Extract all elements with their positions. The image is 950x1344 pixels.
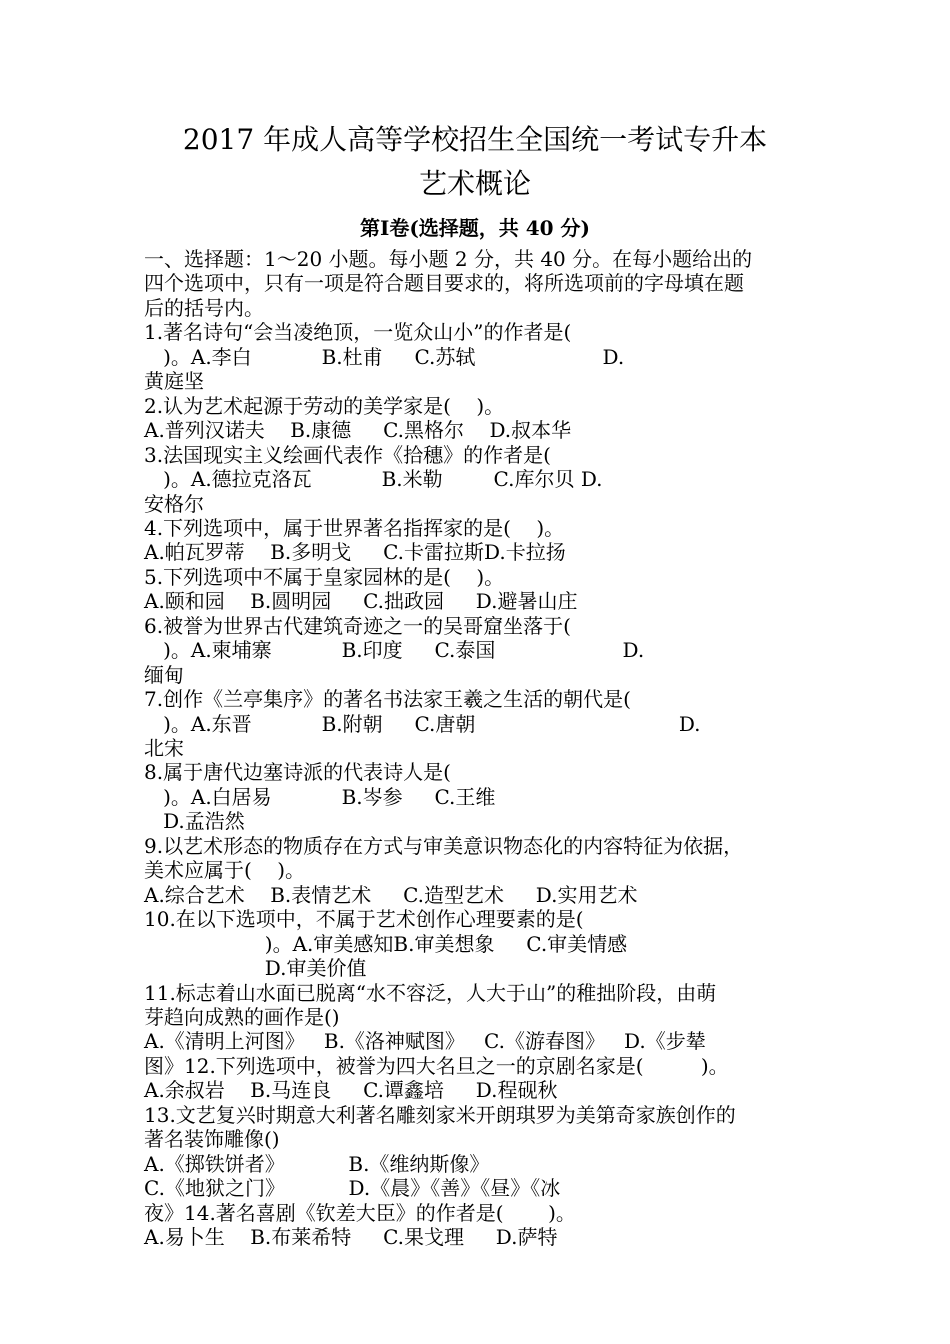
text-line: 图》12.下列选项中，被誉为四大名旦之一的京剧名家是( )。 (144, 1053, 729, 1078)
text-line: 后的括号内。 (144, 295, 264, 320)
text-line: 2.认为艺术起源于劳动的美学家是( )。 (144, 393, 505, 418)
text-line: A.综合艺术 B.表情艺术 C.造型艺术 D.实用艺术 (144, 882, 638, 907)
text-line: 3.法国现实主义绘画代表作《拾穗》的作者是( (144, 442, 551, 467)
text-line: 北宋 (144, 736, 184, 760)
text-line: 黄庭坚 (144, 369, 204, 394)
text-line: D.孟浩然 (144, 809, 245, 834)
text-line: 5.下列选项中不属于皇家园林的是( )。 (144, 564, 505, 589)
exam-title: 2017 年成人高等学校招生全国统一考试专升本 (182, 123, 768, 156)
text-line: 安格尔 (144, 491, 204, 516)
text-line: C.《地狱之门》 D.《晨》《善》《昼》《冰 (144, 1176, 561, 1201)
text-line: A.易卜生 B.布莱希特 C.果戈理 D.萨特 (144, 1225, 558, 1249)
text-line: )。A.柬埔寨 B.印度 C.泰国 D. (144, 638, 645, 663)
part-heading: 第Ⅰ卷(选择题，共 40 分) (359, 216, 591, 240)
text-line: A.颐和园 B.圆明园 C.拙政园 D.避暑山庄 (144, 589, 578, 614)
text-line: 7.创作《兰亭集序》的著名书法家王羲之生活的朝代是( (144, 687, 631, 712)
text-line: )。A.李白 B.杜甫 C.苏轼 D. (144, 344, 625, 369)
text-line: A.帕瓦罗蒂 B.多明戈 C.卡雷拉斯D.卡拉扬 (144, 540, 566, 565)
text-line: )。A.审美感知B.审美想象 C.审美情感 (144, 931, 628, 956)
text-line: 8.属于唐代边塞诗派的代表诗人是( (144, 760, 451, 785)
text-line: D.审美价值 (144, 956, 367, 981)
text-line: 美术应属于( )。 (144, 858, 306, 883)
text-line: 四个选项中，只有一项是符合题目要求的，将所选项前的字母填在题 (144, 271, 744, 296)
text-line: 1.著名诗句“会当凌绝顶，一览众山小”的作者是( (144, 320, 572, 345)
text-line: A.《掷铁饼者》 B.《维纳斯像》 (144, 1151, 490, 1176)
text-line: 缅甸 (144, 662, 184, 687)
text-line: 一、选择题：1～20 小题。每小题 2 分，共 40 分。在每小题给出的 (144, 247, 753, 271)
text-line: A.普列汉诺夫 B.康德 C.黑格尔 D.叔本华 (144, 418, 572, 443)
text-line: 11.标志着山水面已脱离“水不容泛，人大于山”的稚拙阶段，由萌 (144, 980, 717, 1005)
text-line: )。A.东晋 B.附朝 C.唐朝 D. (144, 711, 701, 736)
text-line: 4.下列选项中，属于世界著名指挥家的是( )。 (144, 515, 565, 540)
text-line: A.余叔岩 B.马连良 C.谭鑫培 D.程砚秋 (144, 1078, 558, 1103)
text-line: A.《清明上河图》 B.《洛神赋图》 C.《游春图》 D.《步辇 (144, 1029, 706, 1054)
text-line: 9.以艺术形态的物质存在方式与审美意识物态化的内容特征为依据， (144, 833, 744, 858)
text-line: 芽趋向成熟的画作是() (144, 1004, 340, 1029)
text-line: )。A.德拉克洛瓦 B.米勒 C.库尔贝 D. (144, 467, 603, 492)
text-line: 10.在以下选项中，不属于艺术创作心理要素的是( (144, 907, 584, 932)
exam-subject: 艺术概论 (418, 167, 531, 200)
text-line: 13.文艺复兴时期意大利著名雕刻家米开朗琪罗为美第奇家族创作的 (144, 1102, 736, 1127)
text-line: 夜》14.著名喜剧《钦差大臣》的作者是( )。 (144, 1200, 576, 1225)
text-line: 6.被誉为世界古代建筑奇迹之一的吴哥窟坐落于( (144, 613, 571, 638)
text-line: 著名装饰雕像() (144, 1127, 280, 1152)
text-line: )。A.白居易 B.岑参 C.王维 (144, 784, 496, 809)
